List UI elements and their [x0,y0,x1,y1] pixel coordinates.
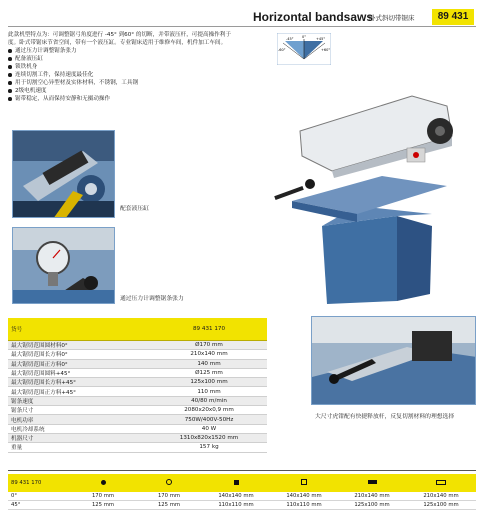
spec-value: 125x100 mm [151,378,267,387]
spec-label: 电机冷却系统 [8,424,151,433]
spec-value: Ø125 mm [151,368,267,377]
spec-label: 最大锯切范围正方料0° [8,359,151,368]
header-divider [8,26,476,27]
capacity-row [8,501,476,510]
capacity-cell: 170 mm [136,492,202,501]
hollow-rectangle-icon [436,480,446,485]
capacity-cell: 125x100 mm [338,501,406,510]
spec-row [8,341,267,350]
spec-header-row [8,318,267,341]
spec-row [8,433,267,442]
spec-label: 最大锯切范围圆料+45° [8,368,151,377]
spec-row [8,350,267,359]
spec-value: 140 mm [151,359,267,368]
feature-item: 2级电机速度 [8,87,240,95]
angle-label: -45° [286,37,294,41]
page-subtitle: 卧式斜切带锯床 [369,14,415,22]
spec-value: 157 kg [151,443,267,452]
angle-range-icon [277,33,331,65]
spec-row [8,378,267,387]
vise-photo [311,316,476,405]
spec-label: 机器尺寸 [8,433,151,442]
spec-row [8,368,267,377]
bandsaw-machine-photo [262,36,477,306]
capacity-cell: 125 mm [70,501,136,510]
spec-label: 锯条尺寸 [8,406,151,415]
vise-illustration [312,317,476,405]
feature-item: 连续切割工件，保持速度最佳化 [8,71,240,79]
capacity-cell: 210x140 mm [338,492,406,501]
feature-item: 通过压力计调整锯条张力 [8,47,240,55]
spec-label: 最大锯切范围正方料+45° [8,387,151,396]
capacity-cell: 140x140 mm [270,492,338,501]
capacity-table [8,474,476,510]
page-title: Horizontal bandsaws [253,10,374,24]
angle-label: +60° [321,48,331,52]
capacity-cell: 110x110 mm [270,501,338,510]
gauge-caption: 通过压力计调整锯条张力 [120,296,184,302]
product-description [8,31,240,103]
spec-row [8,359,267,368]
spec-value: 110 mm [151,387,267,396]
angle-label: -60° [278,48,286,52]
capacity-divider [8,470,476,471]
gauge-photo [12,227,115,304]
hollow-circle-icon [166,479,172,485]
angle-diagram [277,33,331,65]
spec-row [8,424,267,433]
description-paragraph: 此款机型特点为：可调整锯弓角度进行 -45° 到60° 的切断，并带液压杆，可提高操作利于度。卧式带锯床节省空间，带有一个液压缸。专业锯床适用于维修车间，机件加工车间。 [8,32,231,46]
spec-row [8,415,267,424]
spec-value: 210x140 mm [151,350,267,359]
capacity-cell: 125x100 mm [406,501,476,510]
capacity-cell: 170 mm [70,492,136,501]
feature-item: 用于切割空心异型材及实体材料，不锈钢，工具钢 [8,79,240,87]
angle-label: +45° [316,37,326,41]
capacity-cell: 140x140 mm [202,492,270,501]
cylinder-illustration [13,131,115,218]
spec-label: 最大锯切范围长方料0° [8,350,151,359]
bandsaw-illustration [262,36,477,306]
spec-label: 电机功率 [8,415,151,424]
feature-item: 锯带稳定，从而保持安静和无摄动操作 [8,95,240,103]
spec-value: 1310x820x1520 mm [151,433,267,442]
capacity-header-row [8,474,476,492]
spec-header-label: 货号 [8,318,151,341]
spec-row [8,396,267,405]
feature-item: 配备液压缸 [8,55,240,63]
spec-label: 最大锯切范围圆材料0° [8,341,151,350]
capacity-cell: 210x140 mm [406,492,476,501]
solid-rectangle-icon [368,480,377,484]
cylinder-photo [12,130,115,218]
spec-value: 2080x20x0,9 mm [151,406,267,415]
product-code-badge: 89 431 [432,9,474,25]
gauge-illustration [13,228,115,304]
solid-circle-icon [101,480,106,485]
capacity-angle: 0° [8,492,70,501]
spec-header-value: 89 431 170 [151,318,267,341]
capacity-row [8,492,476,501]
solid-square-icon [234,480,239,485]
feature-item: 锁铁机身 [8,63,240,71]
spec-row [8,406,267,415]
spec-row [8,443,267,452]
capacity-code: 89 431 170 [8,474,70,492]
spec-value: 40 W [151,424,267,433]
capacity-cell: 110x110 mm [202,501,270,510]
spec-value: Ø170 mm [151,341,267,350]
capacity-angle: 45° [8,501,70,510]
specification-table [8,318,267,453]
vise-caption: 大尺寸虎钳配有快捷释放杆，反复切割材料的理想选择 [315,414,455,420]
capacity-cell: 125 mm [136,501,202,510]
spec-value: 40/80 m/min [151,396,267,405]
spec-label: 最大锯切范围长方料+45° [8,378,151,387]
spec-value: 750W/400V-50Hz [151,415,267,424]
spec-label: 锯条速度 [8,396,151,405]
cylinder-caption: 配套液压缸 [120,206,149,212]
angle-label: 0° [302,35,306,39]
hollow-square-icon [301,479,307,485]
spec-label: 重量 [8,443,151,452]
feature-list [8,47,240,103]
spec-row [8,387,267,396]
